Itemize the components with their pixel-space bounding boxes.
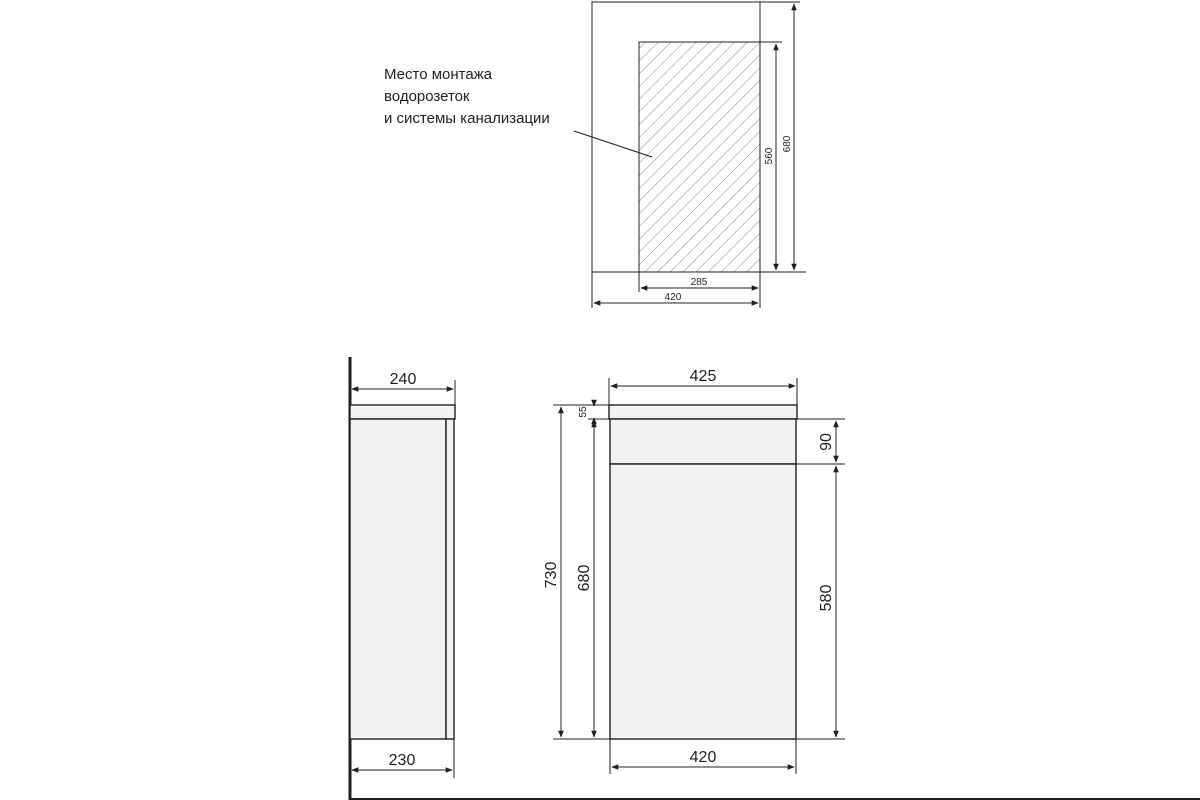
zone-label-line-1: Место монтажа	[384, 66, 493, 83]
front-view	[543, 368, 845, 774]
front-countertop	[609, 405, 797, 419]
zone-label-line-2: водорозеток	[384, 88, 470, 105]
zone-label-line-3: и системы канализации	[384, 110, 550, 127]
side-door-panel	[446, 419, 454, 739]
dim-label-240: 240	[389, 371, 417, 388]
dim-label-285: 285	[690, 277, 708, 288]
dim-label-425: 425	[689, 368, 717, 385]
side-cabinet-body	[350, 419, 446, 739]
dim-label-560: 560	[764, 147, 775, 165]
dim-label-90: 90	[818, 433, 835, 451]
front-drawer	[610, 419, 796, 464]
installation-zone-view	[384, 2, 806, 308]
dim-label-680-top: 680	[782, 135, 793, 153]
dim-label-730: 730	[543, 561, 560, 589]
dim-label-230: 230	[388, 752, 416, 769]
front-door	[610, 464, 796, 739]
side-countertop	[350, 405, 455, 419]
dim-label-420-bottom: 420	[689, 749, 717, 766]
dim-label-680-front: 680	[576, 564, 593, 592]
hatched-installation-zone	[639, 42, 760, 272]
dim-label-55: 55	[578, 406, 589, 418]
dim-label-580: 580	[818, 584, 835, 612]
dim-label-420-top: 420	[664, 292, 682, 303]
